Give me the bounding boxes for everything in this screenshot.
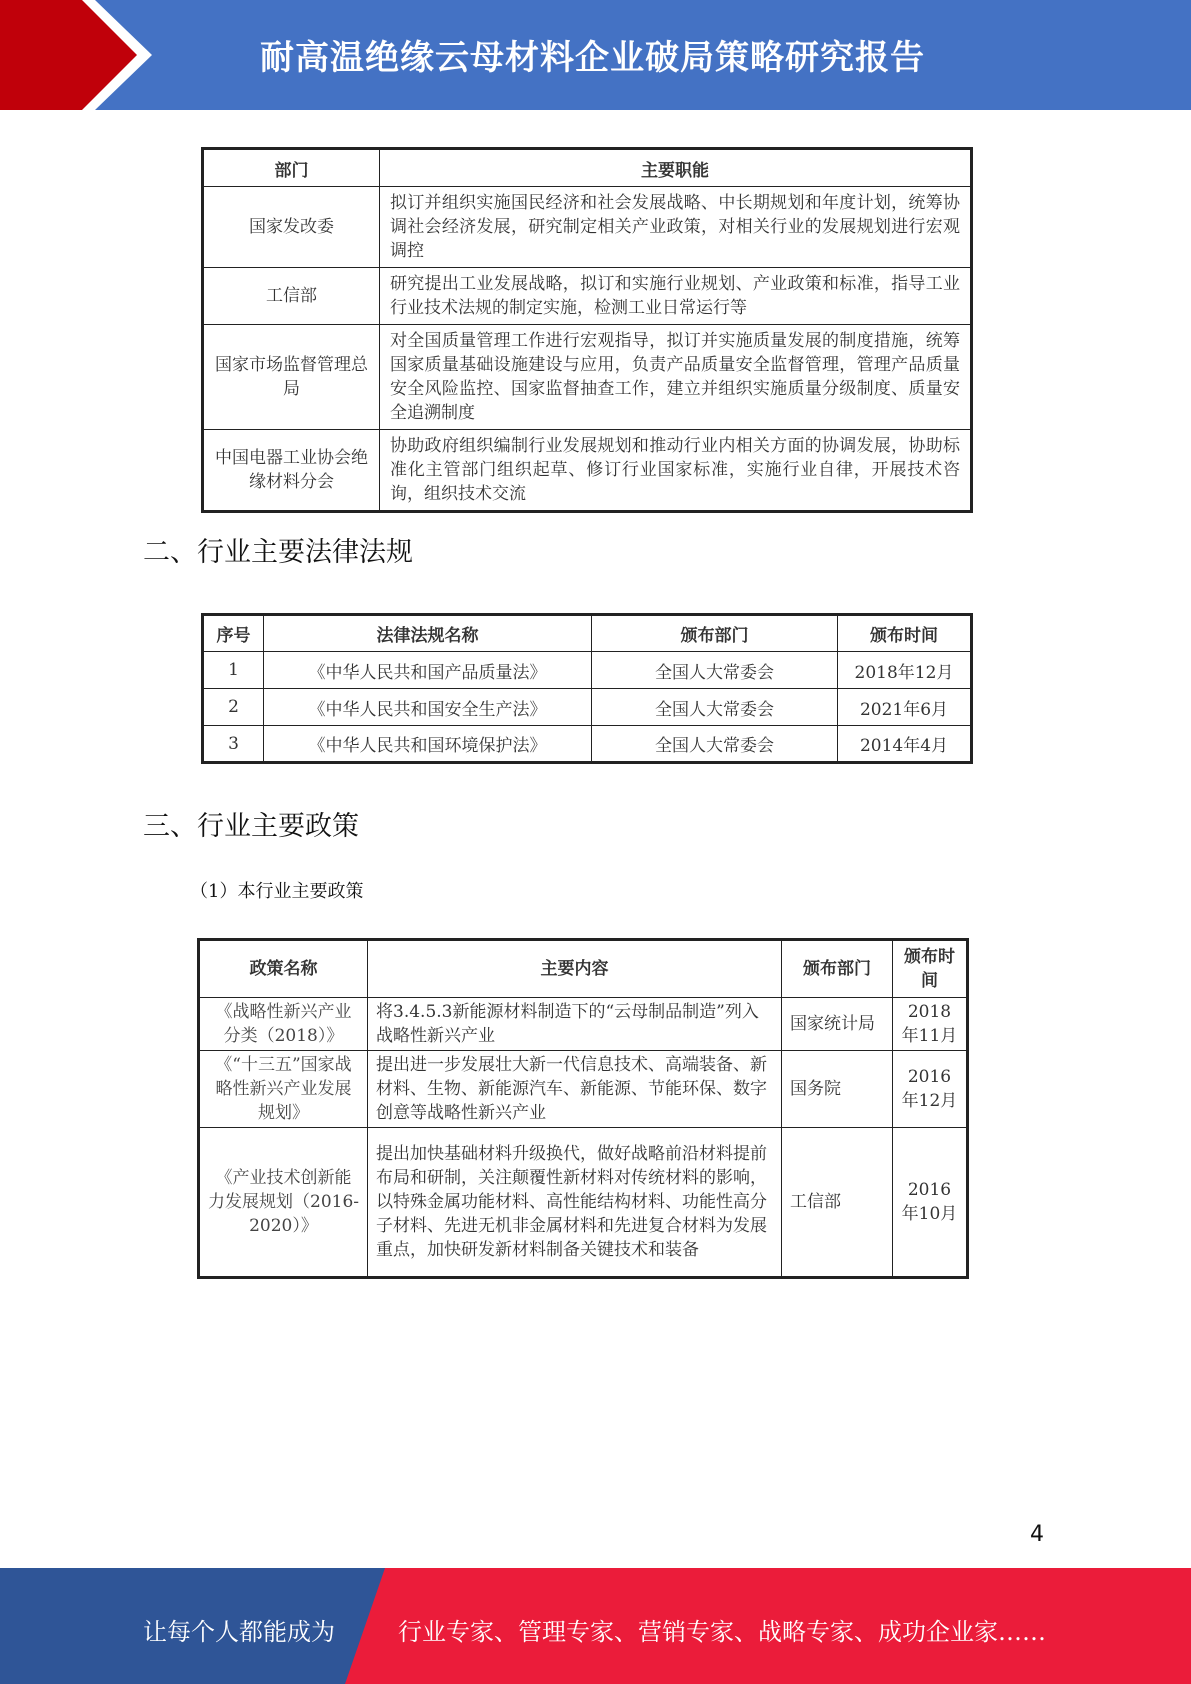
date-cell: 2016年10月 <box>893 1128 968 1278</box>
desc-cell: 拟订并组织实施国民经济和社会发展战略、中长期规划和年度计划，统筹协调社会经济发展，研究制定相关产业政策，对相关行业的发展规划进行宏观调控 <box>380 187 972 268</box>
footer-banner <box>0 1568 1191 1684</box>
column-header: 颁布时间 <box>838 615 972 652</box>
date-cell: 2018年12月 <box>838 652 972 689</box>
dept-cell: 全国人大常委会 <box>592 652 838 689</box>
policy-content-cell: 提出进一步发展壮大新一代信息技术、高端装备、新材料、生物、新能源汽车、新能源、节能环保、数字创意等战略性新兴产业 <box>368 1051 782 1128</box>
column-header: 颁布部门 <box>782 940 893 998</box>
column-header: 主要职能 <box>380 149 972 187</box>
policy-name-cell: 《“十三五”国家战略性新兴产业发展规划》 <box>199 1051 368 1128</box>
law-name-cell: 《中华人民共和国环境保护法》 <box>264 726 592 763</box>
desc-cell: 研究提出工业发展战略，拟订和实施行业规划、产业政策和标准，指导工业行业技术法规的制定实施，检测工业日常运行等 <box>380 268 972 325</box>
policy-name-cell: 《战略性新兴产业分类（2018）》 <box>199 998 368 1051</box>
column-header: 颁布部门 <box>592 615 838 652</box>
column-header: 主要内容 <box>368 940 782 998</box>
law-name-cell: 《中华人民共和国产品质量法》 <box>264 652 592 689</box>
table-row <box>199 1128 968 1278</box>
dept-cell: 国家市场监督管理总局 <box>203 325 380 430</box>
table-row <box>203 268 972 325</box>
dept-cell: 工信部 <box>203 268 380 325</box>
section-heading: 三、行业主要政策 <box>143 811 359 842</box>
table-header-row <box>199 940 968 998</box>
policy-table <box>197 938 969 1279</box>
table-row <box>199 998 968 1051</box>
column-header: 政策名称 <box>199 940 368 998</box>
dept-cell: 工信部 <box>782 1128 893 1278</box>
dept-cell: 中国电器工业协会绝缘材料分会 <box>203 430 380 512</box>
column-header: 法律法规名称 <box>264 615 592 652</box>
laws-table <box>201 613 973 764</box>
regulators-table <box>201 147 973 513</box>
policy-content-cell: 提出加快基础材料升级换代，做好战略前沿材料提前布局和研制，关注颠覆性新材料对传统材料的影响，以特殊金属功能材料、高性能结构材料、功能性高分子材料、先进无机非金属材料和先进复合材料为发展重点，加快研发新材料制备关键技术和装备 <box>368 1128 782 1278</box>
header-banner <box>0 0 1191 110</box>
page-number: 4 <box>1030 1522 1044 1547</box>
number-cell: 3 <box>203 726 264 763</box>
date-cell: 2014年4月 <box>838 726 972 763</box>
table-row <box>203 430 972 512</box>
column-header: 部门 <box>203 149 380 187</box>
dept-cell: 国家发改委 <box>203 187 380 268</box>
dept-cell: 全国人大常委会 <box>592 726 838 763</box>
date-cell: 2018年11月 <box>893 998 968 1051</box>
table-row <box>203 652 972 689</box>
desc-cell: 协助政府组织编制行业发展规划和推动行业内相关方面的协调发展，协助标准化主管部门组织起草、修订行业国家标准，实施行业自律，开展技术咨询，组织技术交流 <box>380 430 972 512</box>
policy-content-cell: 将3.4.5.3新能源材料制造下的“云母制品制造”列入战略性新兴产业 <box>368 998 782 1051</box>
chevron-red-decoration <box>0 0 140 110</box>
table-row <box>203 689 972 726</box>
number-cell: 1 <box>203 652 264 689</box>
subsection-heading: （1）本行业主要政策 <box>190 881 364 902</box>
section-heading: 二、行业主要法律法规 <box>143 537 413 568</box>
law-name-cell: 《中华人民共和国安全生产法》 <box>264 689 592 726</box>
table-row <box>203 187 972 268</box>
table-header-row <box>203 615 972 652</box>
report-title: 耐高温绝缘云母材料企业破局策略研究报告 <box>260 38 925 78</box>
policy-name-cell: 《产业技术创新能力发展规划（2016-2020）》 <box>199 1128 368 1278</box>
dept-cell: 国家统计局 <box>782 998 893 1051</box>
footer-slogan-left: 让每个人都能成为 <box>143 1618 335 1646</box>
column-header: 颁布时间 <box>893 940 968 998</box>
column-header: 序号 <box>203 615 264 652</box>
date-cell: 2021年6月 <box>838 689 972 726</box>
date-cell: 2016年12月 <box>893 1051 968 1128</box>
table-row <box>199 1051 968 1128</box>
table-row <box>203 325 972 430</box>
table-header-row <box>203 149 972 187</box>
dept-cell: 国务院 <box>782 1051 893 1128</box>
number-cell: 2 <box>203 689 264 726</box>
desc-cell: 对全国质量管理工作进行宏观指导，拟订并实施质量发展的制度措施，统筹国家质量基础设施建设与应用，负责产品质量安全监督管理，管理产品质量安全风险监控、国家监督抽查工作，建立并组织实施质量分级制度、质量安全追溯制度 <box>380 325 972 430</box>
table-row <box>203 726 972 763</box>
footer-slogan-right: 行业专家、管理专家、营销专家、战略专家、成功企业家…… <box>398 1618 1046 1646</box>
dept-cell: 全国人大常委会 <box>592 689 838 726</box>
